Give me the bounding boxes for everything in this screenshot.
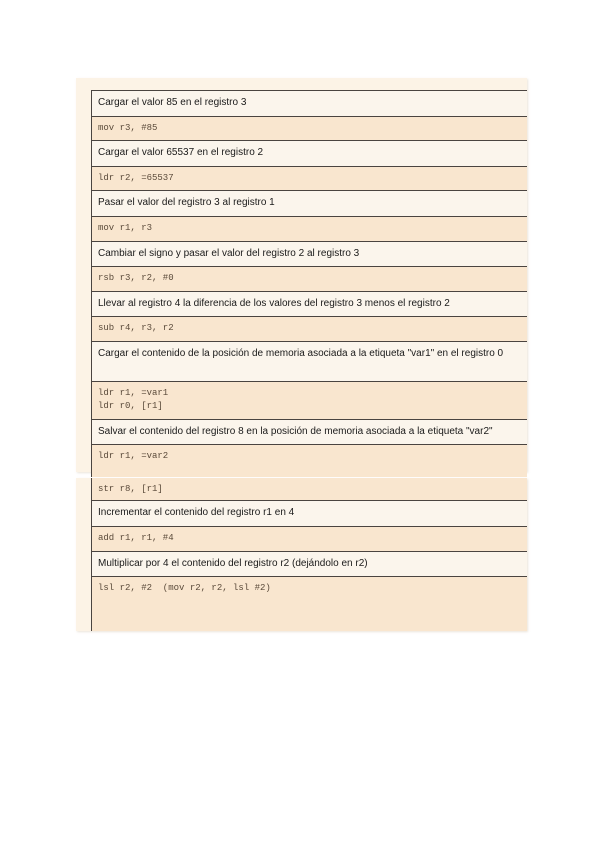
code-line: sub r4, r3, r2 [98,323,174,333]
instructions-panel-1 [76,78,527,472]
instructions-table-1 [91,90,527,477]
instructions-panel-2 [76,478,527,631]
code-block [91,527,527,552]
code-block [91,577,527,631]
code-line: mov r1, r3 [98,223,153,233]
code-line: ldr r1, =var2 [98,451,169,461]
instruction-description: Cambiar el signo y pasar el valor del registro 2 al registro 3 [91,242,527,267]
code-line: str r8, [r1] [98,484,163,494]
code-block [91,117,527,141]
code-block [91,478,527,501]
instruction-description: Cargar el valor 65537 en el registro 2 [91,141,527,167]
code-line: ldr r1, =var1 [98,388,169,398]
code-block [91,317,527,342]
instruction-description: Incrementar el contenido del registro r1 en 4 [91,501,527,527]
code-line: ldr r0, [r1] [98,401,163,411]
code-line: rsb r3, r2, #0 [98,273,174,283]
instruction-description: Cargar el valor 85 en el registro 3 [91,90,527,117]
code-block [91,217,527,242]
instruction-description: Pasar el valor del registro 3 al registro 1 [91,191,527,217]
code-block [91,267,527,292]
code-line: add r1, r1, #4 [98,533,174,543]
instruction-description: Llevar al registro 4 la diferencia de los valores del registro 3 menos el registro 2 [91,292,527,317]
code-line: ldr r2, =65537 [98,173,174,183]
instructions-table-2 [91,478,527,631]
instruction-description: Multiplicar por 4 el contenido del registro r2 (dejándolo en r2) [91,552,527,577]
code-block [91,382,527,420]
code-block [91,445,527,477]
code-block [91,167,527,191]
code-line: mov r3, #85 [98,123,158,133]
code-line: lsl r2, #2 (mov r2, r2, lsl #2) [98,583,271,593]
instruction-description: Cargar el contenido de la posición de memoria asociada a la etiqueta "var1" en el registro 0 [91,342,527,382]
instruction-description: Salvar el contenido del registro 8 en la posición de memoria asociada a la etiqueta "var2" [91,420,527,445]
